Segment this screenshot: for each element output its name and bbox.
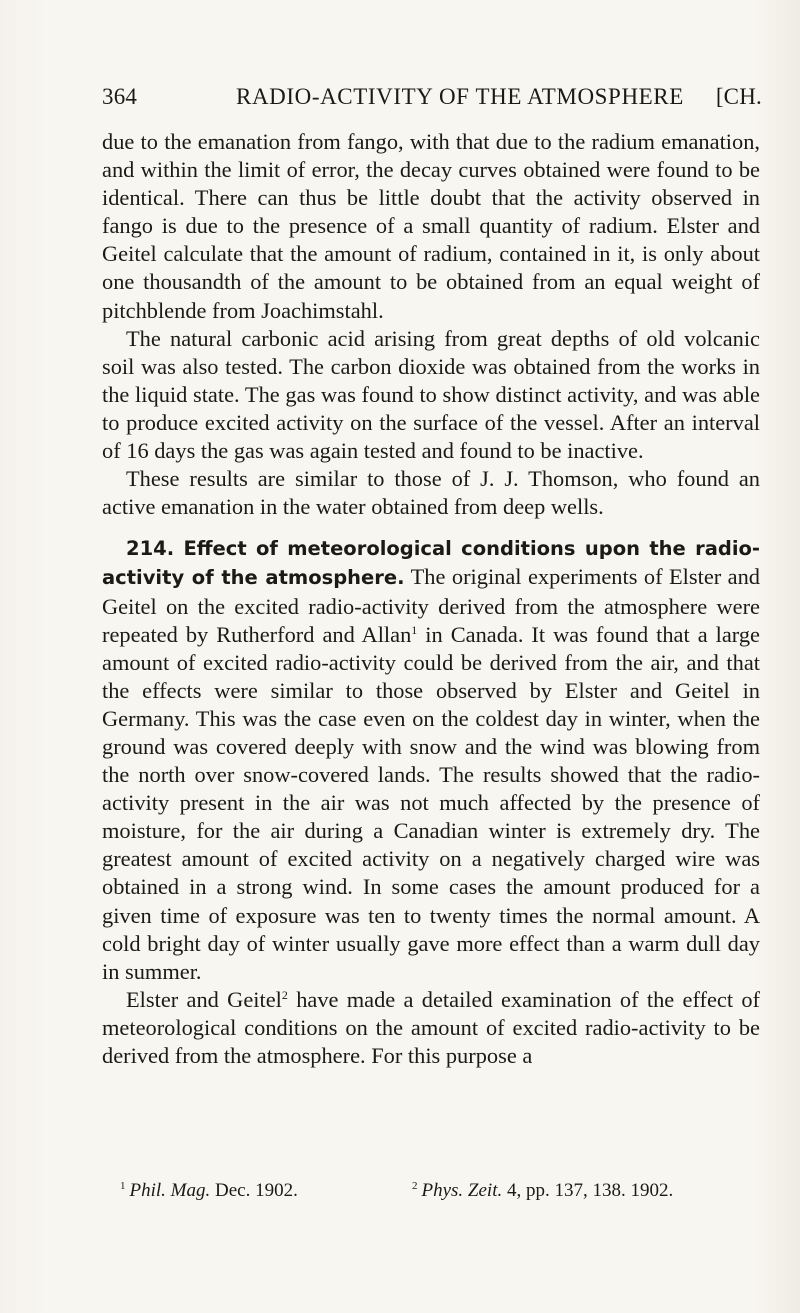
footnote-1-mark: 1: [120, 1180, 126, 1192]
footnotes: [120, 1180, 760, 1208]
footnote-2-mark: 2: [412, 1180, 418, 1192]
paragraph-elster-geitel: [102, 986, 760, 1070]
chapter-marker: [CH.: [715, 84, 762, 109]
footnote-1: [120, 1180, 298, 1202]
body-text: [102, 128, 760, 1070]
page-number: 364: [102, 84, 138, 109]
footnote-2-source: Phys. Zeit.: [421, 1180, 503, 1201]
paragraph-thomson: These results are similar to those of J. J. Thomson, who found an active emanation in the water obtained from deep wells.: [102, 466, 760, 520]
paragraph-fango: due to the emanation from fango, with that due to the radium emanation, and within the limit of error, the decay curves obtained were found to be identical. There can thus be little doubt that the activity observed in fango is due to the presence of a small quantity of radium. Elster and Geitel calculate that the amount of radium, contained in it, is only about one thousandth of the amount to be obtained from an equal weight of pitchblende from Joachimstahl.: [102, 129, 760, 323]
paragraph-text-a: Elster and Geitel: [126, 986, 282, 1012]
paragraph-text-b: have made a detailed examination of the effect of meteorological conditions on the amount of excited radio-activity to be derived from the atmosphere. For this purpose a: [102, 986, 761, 1068]
section-text-a: The original experiments of Elster and Geitel on the excited radio-activity derived from the atmosphere were repeated by Rutherford and Allan: [102, 564, 760, 647]
footnote-ref-2: 2: [281, 987, 288, 1002]
section-heading: 214. Effect of meteorological conditions upon the radio-activity of the atmosphere.: [102, 537, 760, 590]
paragraph-carbonic-acid: The natural carbonic acid arising from great depths of old volcanic soil was also tested. The carbon dioxide was obtained from the works in the liquid state. The gas was found to show distinct activity, and was able to produce excited activity on the surface of the vessel. After an interval of 16 days the gas was again tested and found to be inactive.: [102, 325, 760, 464]
running-header: [102, 84, 762, 118]
running-title: RADIO-ACTIVITY OF THE ATMOSPHERE: [236, 84, 684, 109]
footnote-1-source: Phil. Mag.: [129, 1180, 211, 1201]
paragraph-section-214: [102, 534, 760, 986]
section-text-b: in Canada. It was found that a large amount of excited radio-activity could be derived from the air, and that the effects were similar to those observed by Elster and Geitel in Germany. This was the case even on the coldest day in winter, when the ground was covered deeply with snow and the wind was blowing from the north over snow-covered lands. The results showed that the radio-activity present in the air was not much affected by the presence of moisture, for the air during a Canadian winter is extremely dry. The greatest amount of excited activity on a negatively charged wire was obtained in a strong wind. In some cases the amount produced for a given time of exposure was ten to twenty times the normal amount. A cold bright day of winter usually gave more effect than a warm dull day in summer.: [102, 621, 760, 984]
footnote-ref-1: 1: [411, 622, 418, 637]
footnote-2-detail: 4, pp. 137, 138. 1902.: [507, 1180, 674, 1201]
footnote-1-detail: Dec. 1902.: [215, 1180, 298, 1201]
footnote-2: [412, 1180, 673, 1202]
